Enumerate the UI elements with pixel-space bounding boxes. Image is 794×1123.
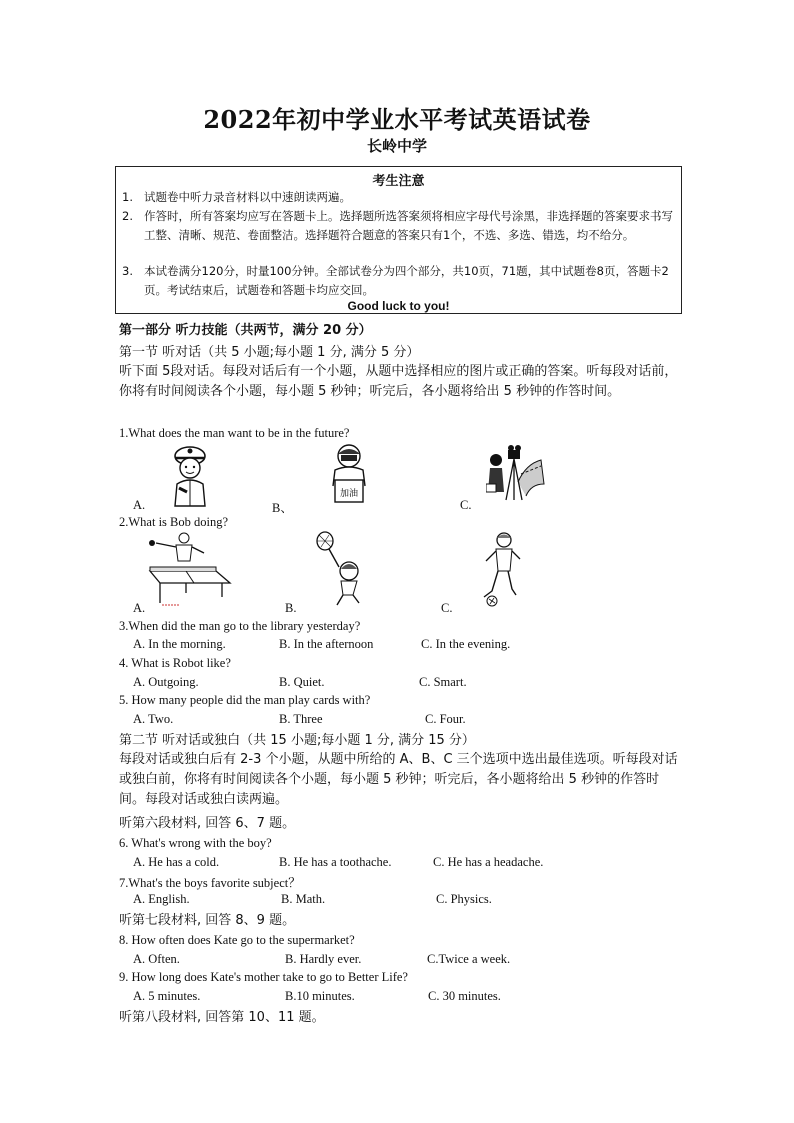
question-5-option-c[interactable]: C. Four.	[425, 712, 466, 726]
question-7-option-c[interactable]: C. Physics.	[436, 892, 492, 906]
question-3-option-c[interactable]: C. In the evening.	[421, 637, 511, 651]
notice-item-text: 作答时，所有答案均应写在答题卡上。选择题所选答案须将相应字母代号涂黑，非选择题的答案要求书写工整、清晰、规范、卷面整洁。选择题符合题意的答案只有1个，不选、多选、错选，均不给分。	[144, 209, 673, 242]
question-4-option-b[interactable]: B. Quiet.	[279, 675, 325, 689]
question-6-option-a[interactable]: A. He has a cold.	[133, 855, 220, 869]
material-6-instruction: 听第六段材料, 回答 6、7 题。	[119, 816, 296, 831]
question-5-option-b[interactable]: B. Three	[279, 712, 323, 726]
question-3-option-a[interactable]: A. In the morning.	[133, 637, 226, 651]
tennis-player-picture	[313, 531, 363, 609]
question-5-stem: 5. How many people did the man play cards with?	[119, 693, 371, 707]
section1-instructions: 听下面 5段对话。每段对话后有一个小题，从题中选择相应的图片或正确的答案。听每段对话前，你将有时间阅读各个小题，每小题 5 秒钟；听完后，各小题将给出 5 秒钟的作答时间。	[119, 364, 678, 399]
question-8-stem: 8. How often does Kate go to the supermarket?	[119, 933, 355, 947]
question-2-option-a[interactable]: A.	[133, 601, 146, 615]
question-7-option-b[interactable]: B. Math.	[281, 892, 326, 906]
question-7-option-a[interactable]: A. English.	[133, 892, 190, 906]
notice-item-number: 2.	[122, 209, 133, 223]
question-4-stem: 4. What is Robot like?	[119, 656, 231, 670]
question-4-option-c[interactable]: C. Smart.	[419, 675, 467, 689]
material-8-instruction: 听第八段材料, 回答第 10、11 题。	[119, 1010, 325, 1025]
question-7-stem: 7.What's the boys favorite subject？	[119, 876, 301, 890]
question-2-option-c[interactable]: C.	[441, 601, 453, 615]
question-6-option-c[interactable]: C. He has a headache.	[433, 855, 544, 869]
school-name: 长岭中学	[366, 137, 427, 155]
notice-item-text: 本试卷满分120分，时量100分钟。全部试卷分为四个部分，共10页，71题，其中试题卷8页，答题卡2页。考试结束后，试题卷和答题卡均应交回。	[144, 264, 669, 297]
table-tennis-picture	[146, 531, 232, 607]
question-3-option-b[interactable]: B. In the afternoon	[279, 637, 374, 651]
film-director-picture	[486, 444, 546, 502]
question-1-option-b[interactable]: B、	[272, 501, 293, 515]
notice-box	[115, 166, 682, 314]
material-7-instruction: 听第七段材料, 回答 8、9 题。	[119, 913, 296, 928]
question-8-option-b[interactable]: B. Hardly ever.	[285, 952, 362, 966]
question-1-stem: 1.What does the man want to be in the future?	[119, 426, 350, 440]
notice-heading: 考生注意	[372, 174, 425, 189]
question-5-option-a[interactable]: A. Two.	[133, 712, 174, 726]
section2-heading: 第二节 听对话或独白（共 15 小题;每小题 1 分, 满分 15 分）	[119, 733, 475, 748]
question-9-option-c[interactable]: C. 30 minutes.	[428, 989, 501, 1003]
question-2-stem: 2.What is Bob doing?	[119, 515, 229, 529]
question-4-option-a[interactable]: A. Outgoing.	[133, 675, 199, 689]
good-luck-text: Good luck to you!	[347, 299, 450, 313]
question-9-option-a[interactable]: A. 5 minutes.	[133, 989, 201, 1003]
policeman-picture	[165, 442, 215, 508]
question-1-option-c[interactable]: C.	[460, 498, 472, 512]
question-9-option-b[interactable]: B.10 minutes.	[285, 989, 355, 1003]
question-6-option-b[interactable]: B. He has a toothache.	[279, 855, 392, 869]
exam-title: 2022年初中学业水平考试英语试卷	[203, 105, 591, 134]
cheerleader-picture	[327, 442, 371, 506]
sign-text: 加油	[339, 489, 359, 499]
question-3-stem: 3.When did the man go to the library yesterday?	[119, 619, 361, 633]
question-9-stem: 9. How long does Kate's mother take to go to Better Life?	[119, 970, 408, 984]
part1-heading: 第一部分 听力技能（共两节，满分 20 分）	[119, 323, 372, 338]
notice-item-number: 3.	[122, 264, 133, 278]
question-8-option-c[interactable]: C.Twice a week.	[427, 952, 511, 966]
question-2-option-b[interactable]: B.	[285, 601, 297, 615]
question-8-option-a[interactable]: A. Often.	[133, 952, 180, 966]
question-6-stem: 6. What's wrong with the boy?	[119, 836, 272, 850]
section2-instructions: 每段对话或独白后有 2-3 个小题，从题中所给的 A、B、C 三个选项中选出最佳选项。听每段对话或独白前，你将有时间阅读各个小题，每小题 5 秒钟；听完后，各小题将给出 5 秒钟的作答时间。每段对话或独白读两遍。	[119, 752, 678, 807]
football-player-picture	[478, 531, 524, 607]
notice-item-text: 试题卷中听力录音材料以中速朗读两遍。	[144, 190, 351, 204]
notice-item-number: 1.	[122, 190, 133, 204]
section1-heading: 第一节 听对话（共 5 小题;每小题 1 分, 满分 5 分）	[119, 345, 420, 360]
question-1-option-a[interactable]: A.	[133, 498, 146, 512]
